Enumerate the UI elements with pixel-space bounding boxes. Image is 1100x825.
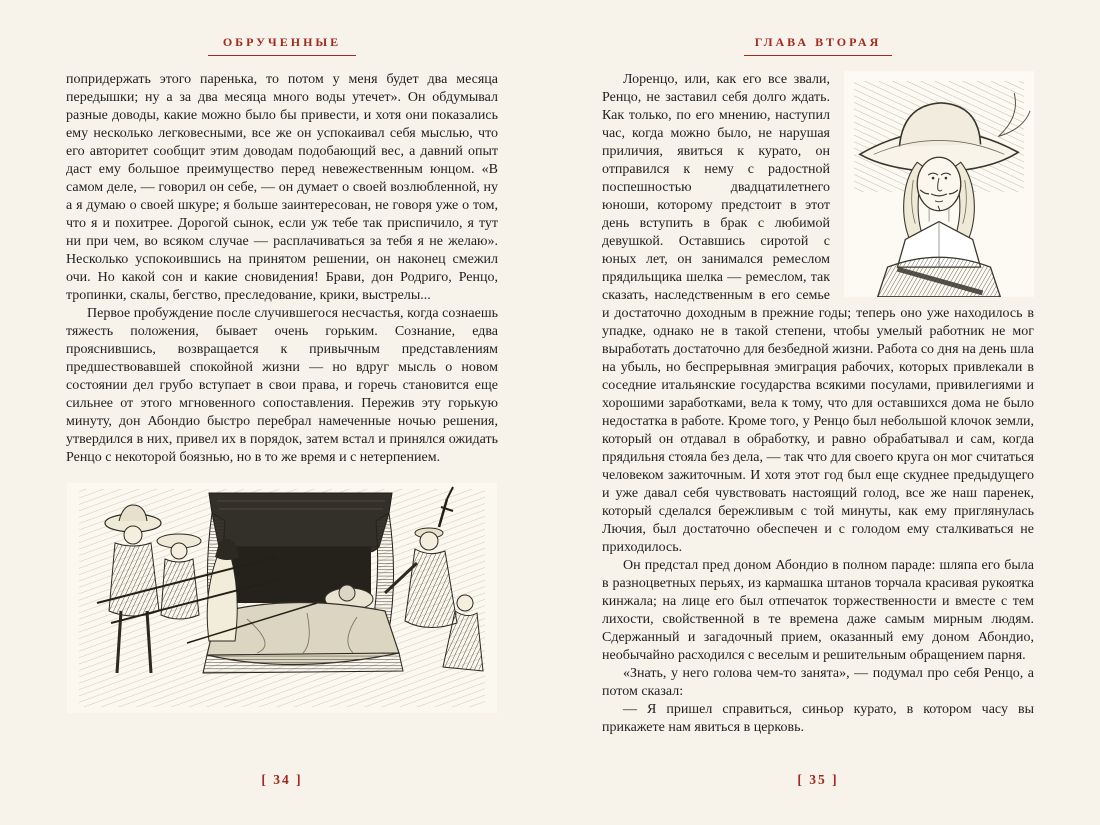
paragraph [602,71,1034,557]
left-page [66,36,498,788]
running-head-right: ГЛАВА ВТОРАЯ [754,35,882,49]
paragraph-text: Лоренцо, или, как его все звали, Ренцо, не заставил себя долго ждать. Как только, по его мнению, наступил час, когда можно было, не нарушая приличия, явиться к курато, он отправился к нему с радостной поспешностью двадцатилетнего юноши, которому предстоит в этот день вступить в брак с любимой девушкой. Оставшись сиротой с юных лет, он занимался ремеслом прядильщика шелка — ремеслом, так сказать, наследственным в его семье и достаточно доходным в прежние годы; теперь оно уже находилось в упадке, однако не в такой степени, чтобы умелый работник не мог выработать достаточно для безбедной жизни. Работа со дня на день шла на убыль, но беспрерывная эмиграция рабочих, которых привлекали в соседние итальянские государства всякими посулами, привилегиями и хорошими заработками, вела к тому, что для оставшихся дома не было недостатка в работе. Кроме того, у Ренцо был небольшой клочок земли, который он отдавал в обработку, и равно обрабатывал и сам, когда прядильня стояла без дела, — так что для своего круга он мог считаться человеком зажиточным. И хотя этот год был еще скуднее предыдущего и уже давал себя чувствовать настоящий голод, все же наш паренек, который сделался бережливым с той минуты, как ему приглянулась Лючия, был достаточно обеспечен и с голодом ему сталкиваться не приходилось. [602,72,1035,555]
paragraph: — Я пришел справиться, синьор курато, в котором часу вы прикажете нам явиться в церковь. [602,702,1034,735]
portrait-renzo-illustration [844,71,1034,297]
running-head-left: ОБРУЧЕННЫЕ [222,35,342,49]
left-page-text [66,71,498,467]
head-rule-right [744,55,892,56]
head-rule-left [208,55,356,56]
right-page [602,36,1034,788]
paragraph: «Знать, у него голова чем-то занята», — подумал про себя Ренцо, а потом сказал: [602,666,1034,699]
page-number-right: [ 35 ] [797,772,839,787]
bedroom-scene-illustration [66,483,498,713]
paragraph: Он предстал пред доном Абондио в полном параде: шляпа его была в разноцветных перьях, из кармашка штанов торчала красивая рукоятка кинжала; на лице его был отпечаток торжественности и вместе с тем лихости, свойственной в те времена даже самым мирным людям. Сдержанный и загадочный прием, оказанный ему доном Абондио, необычайно расходился с веселым и решительным обращением парня. [602,558,1034,663]
paragraph: Первое пробуждение после случившегося несчастья, когда сознаешь тяжесть положения, бывает очень горьким. Сознание, едва прояснившись, возвращается к привычным представлениям предшествовавшей спокойной жизни — но вдруг мысль о новом состоянии дел грубо вступает в свои права, и горечь становится еще сильнее от этого мгновенного сопоставления. Пережив эту горькую минуту, дон Абондио быстро перебрал намеченные ночью решения, утвердился в них, привел их в порядок, затем встал и принялся ожидать Ренцо с некоторой боязнью, но в то же время и с нетерпением. [66,306,498,465]
page-number-left: [ 34 ] [261,772,303,787]
paragraph: попридержать этого паренька, то потом у меня будет два месяца передышки; ну а за два месяца много воды утечет». Он обдумывал разные доводы, какие можно было бы привести, и хотя они показались ему несколько легковесными, все же он успокаивал себя мыслью, что его авторитет сообщит этим доводам подобающий вес, а давний опыт даст ему большое преимущество перед невежественным юнцом. «В самом деле, — говорил он себе, — он думает о своей возлюбленной, ну а я думаю о своей шкуре; я больше заинтересован, не говоря уже о том, что я и похитрее. Дорогой сынок, если уж тебе так приспичило, я тут ни при чем, во всяком случае — расплачиваться за тебя я не желаю». Несколько успокоившись на принятом решении, он наконец смежил очи. Но какой сон и какие сновидения! Брави, дон Родриго, Ренцо, тропинки, скалы, бегство, преследование, крики, выстрелы... [66,72,498,303]
right-page-text [602,71,1034,737]
